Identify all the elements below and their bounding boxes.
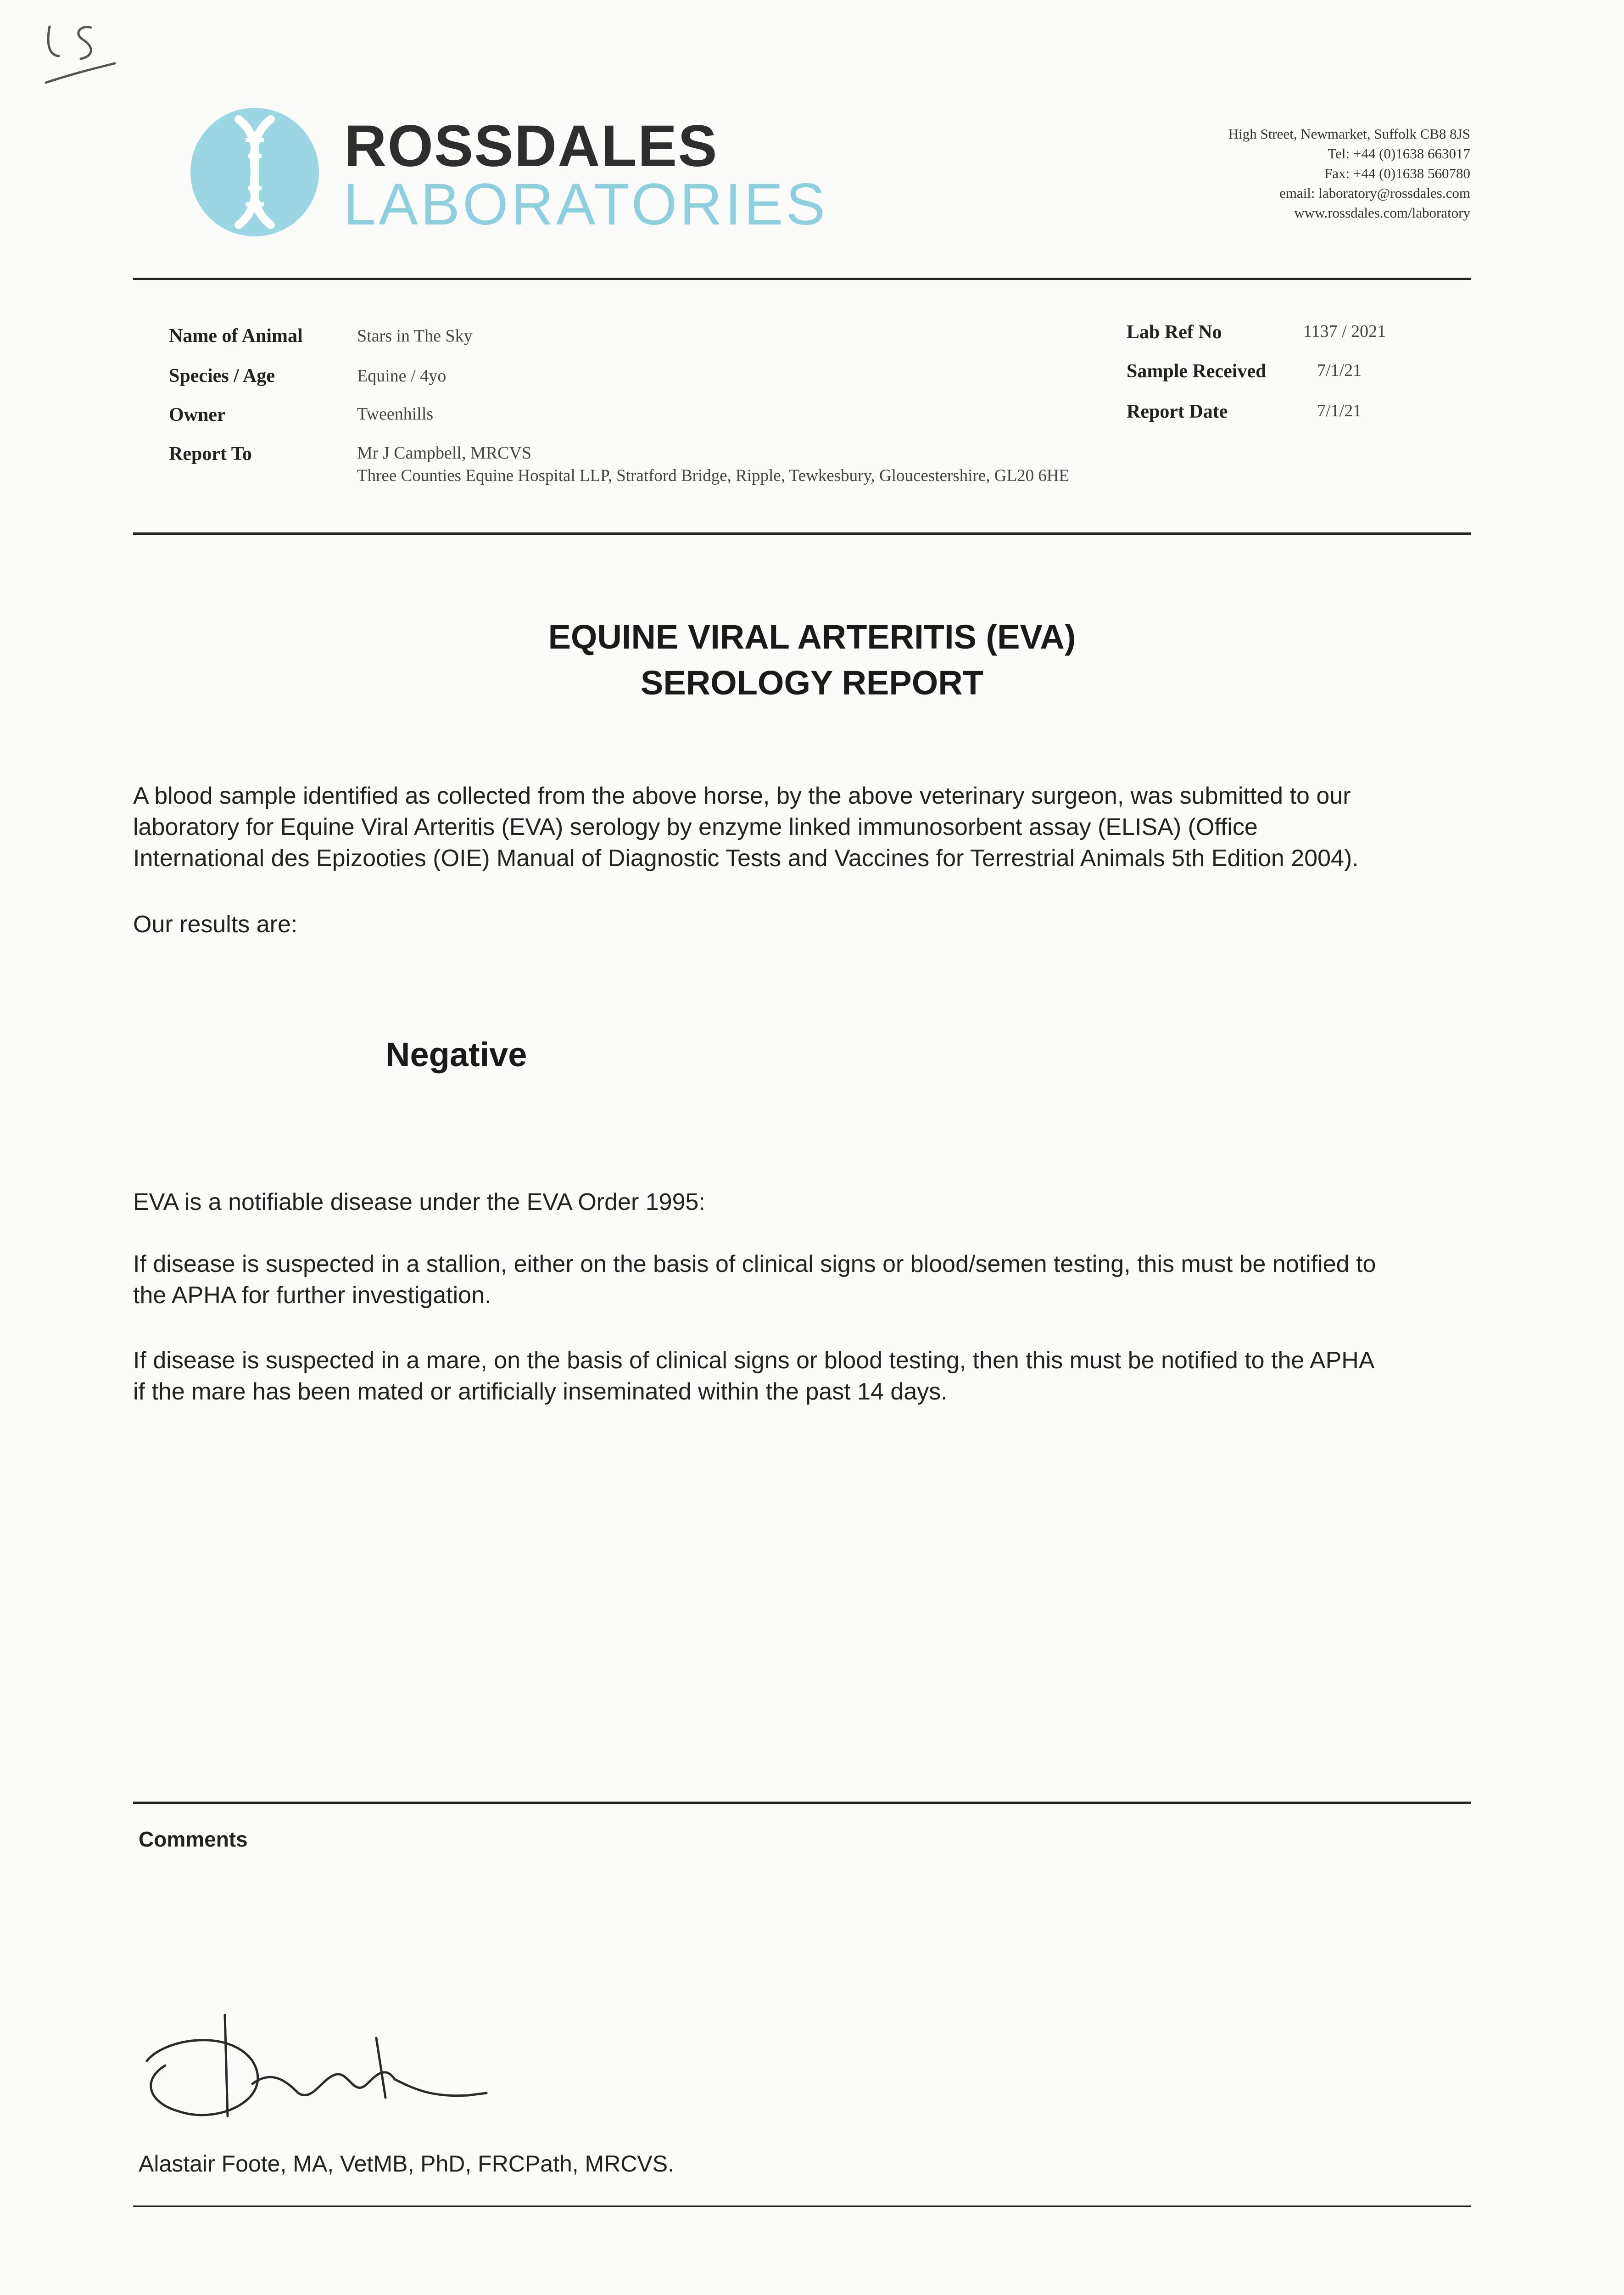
comments-divider [133, 1802, 1471, 1804]
species-age-label: Species / Age [169, 365, 275, 386]
name-of-animal-value: Stars in The Sky [357, 326, 473, 346]
stallion-line-1: If disease is suspected in a stallion, either on the basis of clinical signs or blood/semen testing, this must be notified to [133, 1251, 1376, 1277]
contact-tel: Tel: +44 (0)1638 663017 [1328, 146, 1470, 162]
owner-value: Tweenhills [357, 404, 434, 424]
brand-subtitle: LABORATORIES [343, 172, 828, 237]
intro-line-1: A blood sample identified as collected from the above horse, by the above veterinary surgeon, was submitted to our [133, 783, 1351, 809]
report-date-value: 7/1/21 [1317, 401, 1362, 420]
contact-website: www.rossdales.com/laboratory [1294, 205, 1470, 221]
stallion-line-2: the APHA for further investigation. [133, 1282, 491, 1309]
species-age-value: Equine / 4yo [357, 366, 446, 386]
lab-ref-label: Lab Ref No [1127, 322, 1222, 343]
lab-ref-value: 1137 / 2021 [1303, 322, 1386, 341]
intro-line-2: laboratory for Equine Viral Arteritis (EVA) serology by enzyme linked immunosorbent assay (ELISA) (Office [133, 814, 1258, 840]
report-subtitle: SEROLOGY REPORT [641, 664, 983, 702]
signature [138, 2010, 505, 2134]
report-title: EQUINE VIRAL ARTERITIS (EVA) [548, 618, 1076, 656]
handwritten-initials [37, 9, 119, 92]
brand-name: ROSSDALES [344, 113, 718, 179]
comments-label: Comments [139, 1827, 248, 1851]
contact-block [1228, 124, 1470, 223]
sample-received-label: Sample Received [1127, 361, 1267, 382]
dna-logo-icon [188, 106, 321, 239]
sample-received-value: 7/1/21 [1317, 361, 1362, 380]
report-to-name: Mr J Campbell, MRCVS [357, 443, 532, 463]
owner-label: Owner [169, 404, 226, 425]
mare-line-2: if the mare has been mated or artificially inseminated within the past 14 days. [133, 1378, 948, 1405]
details-divider [133, 532, 1471, 535]
mare-line-1: If disease is suspected in a mare, on the basis of clinical signs or blood testing, then this must be notified to the APHA [133, 1347, 1375, 1374]
name-of-animal-label: Name of Animal [169, 325, 303, 347]
report-to-address: Three Counties Equine Hospital LLP, Stratford Bridge, Ripple, Tewkesbury, Gloucestershire, GL20 6HE [357, 466, 1070, 485]
header-divider [133, 278, 1471, 280]
contact-address: High Street, Newmarket, Suffolk CB8 8JS [1228, 126, 1470, 142]
report-to-label: Report To [169, 443, 252, 465]
report-date-label: Report Date [1127, 401, 1228, 422]
notifiable-statement: EVA is a notifiable disease under the EVA Order 1995: [133, 1189, 705, 1215]
test-result: Negative [385, 1036, 527, 1074]
signer-name: Alastair Foote, MA, VetMB, PhD, FRCPath, MRCVS. [139, 2151, 675, 2177]
results-intro: Our results are: [133, 911, 298, 938]
footer-divider [133, 2205, 1471, 2207]
intro-line-3: International des Epizooties (OIE) Manual of Diagnostic Tests and Vaccines for Terrestrial Animals 5th Edition 2004). [133, 845, 1359, 872]
contact-email: email: laboratory@rossdales.com [1279, 185, 1470, 201]
contact-fax: Fax: +44 (0)1638 560780 [1324, 165, 1470, 181]
